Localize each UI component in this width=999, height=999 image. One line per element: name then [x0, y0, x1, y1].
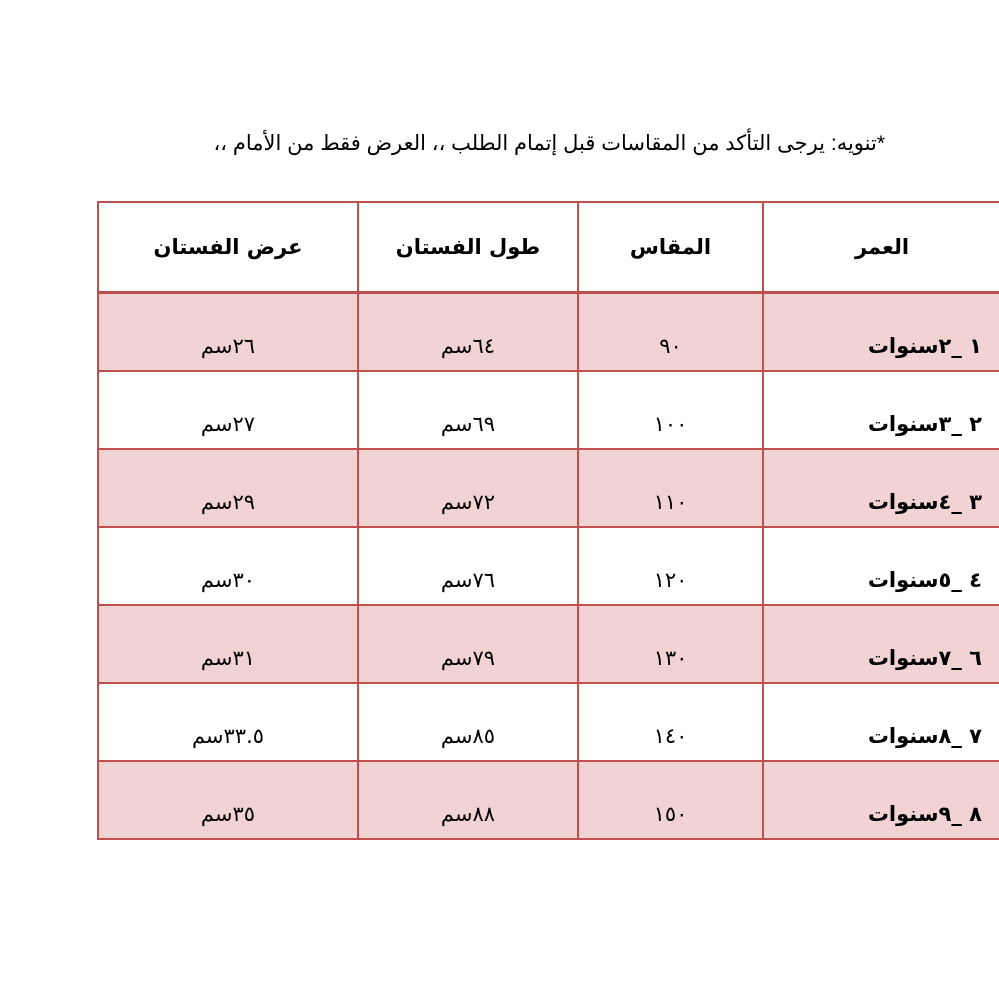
cell-dress-width: ٢٩سم	[98, 449, 358, 527]
cell-dress-length: ٧٦سم	[358, 527, 578, 605]
cell-dress-length: ٧٢سم	[358, 449, 578, 527]
table-row	[98, 371, 999, 449]
table-row	[98, 605, 999, 683]
cell-size: ١٢٠	[578, 527, 763, 605]
cell-dress-width: ٢٦سم	[98, 293, 358, 371]
size-chart-table	[97, 201, 999, 840]
cell-dress-length: ٧٩سم	[358, 605, 578, 683]
cell-dress-length: ٨٥سم	[358, 683, 578, 761]
header-age: العمر	[763, 202, 999, 293]
cell-size: ١٣٠	[578, 605, 763, 683]
cell-size: ١٤٠	[578, 683, 763, 761]
cell-size: ٩٠	[578, 293, 763, 371]
header-dress-length: طول الفستان	[358, 202, 578, 293]
cell-dress-width: ٣٣.٥سم	[98, 683, 358, 761]
header-dress-width: عرض الفستان	[98, 202, 358, 293]
cell-age: ١ _٢سنوات	[763, 293, 999, 371]
cell-age: ٢ _٣سنوات	[763, 371, 999, 449]
table-body	[98, 293, 999, 839]
cell-age: ٧ _٨سنوات	[763, 683, 999, 761]
cell-age: ٤ _٥سنوات	[763, 527, 999, 605]
cell-size: ١١٠	[578, 449, 763, 527]
cell-dress-length: ٦٤سم	[358, 293, 578, 371]
cell-age: ٦ _٧سنوات	[763, 605, 999, 683]
cell-dress-width: ٣٠سم	[98, 527, 358, 605]
table-header	[98, 202, 999, 293]
cell-size: ١٠٠	[578, 371, 763, 449]
table-row	[98, 293, 999, 371]
cell-dress-width: ٣١سم	[98, 605, 358, 683]
table-row	[98, 449, 999, 527]
table-row	[98, 761, 999, 839]
cell-age: ٣ _٤سنوات	[763, 449, 999, 527]
header-size: المقاس	[578, 202, 763, 293]
cell-dress-width: ٢٧سم	[98, 371, 358, 449]
size-note: *تنويه: يرجى التأكد من المقاسات قبل إتمام الطلب ،، العرض فقط من الأمام ،،	[213, 132, 885, 155]
table-row	[98, 527, 999, 605]
header-row	[98, 202, 999, 293]
table-row	[98, 683, 999, 761]
cell-dress-width: ٣٥سم	[98, 761, 358, 839]
cell-age: ٨ _٩سنوات	[763, 761, 999, 839]
cell-dress-length: ٨٨سم	[358, 761, 578, 839]
cell-size: ١٥٠	[578, 761, 763, 839]
cell-dress-length: ٦٩سم	[358, 371, 578, 449]
